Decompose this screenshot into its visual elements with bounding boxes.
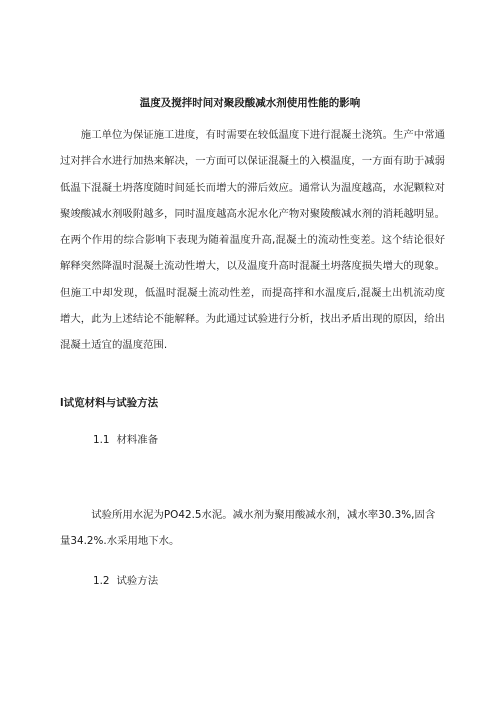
section-1-1-heading <box>93 431 158 446</box>
section-1-2-number: 1.2 <box>93 575 110 587</box>
intro-paragraph: 施工单位为保证施工进度，有时需要在较低温度下进行混凝土浇筑。生产中常通过对拌合水进行加热来解决，一方面可以保证混凝土的入模温度，一方面有助于减弱低温下混凝土坍落度随时间延长而增大的滞后效应。通常认为温度越高，水泥颗粒对聚竣酸减水剂吸附越多，同时温度越高水泥水化产物对聚陵酸减水剂的消耗越明显。在两个作用的综合影响下表现为随着温度升高,混凝土的流动性变差。这个结论很好解释突然降温时混凝土流动性增大，以及温度升高时混凝土坍落度损失增大的现象。但施工中却发现，低温时混凝土流动性差，而提高拌和水温度后,混凝土出机流动度增大，此为上述结论不能解释。为此通过试验进行分析，找出矛盾出现的原因，给出混凝土适宜的温度范围. <box>60 129 445 352</box>
section-1-2-heading <box>93 572 158 587</box>
section-1-1-title: 材料准备 <box>116 434 159 446</box>
section-1-1-paragraph: 试验所用水泥为PO42.5水泥。减水剂为聚用酸减水剂，减水率30.3%,固含量34.2%.水采用地下水。 <box>60 509 436 547</box>
document-title: 温度及搅拌时间对聚段酸减水剂使用性能的影响 <box>139 97 361 109</box>
section-1-2-title: 试验方法 <box>116 575 159 587</box>
section-1-heading: l试览材料与试验方法 <box>60 397 159 409</box>
section-1-1-number: 1.1 <box>93 434 110 446</box>
